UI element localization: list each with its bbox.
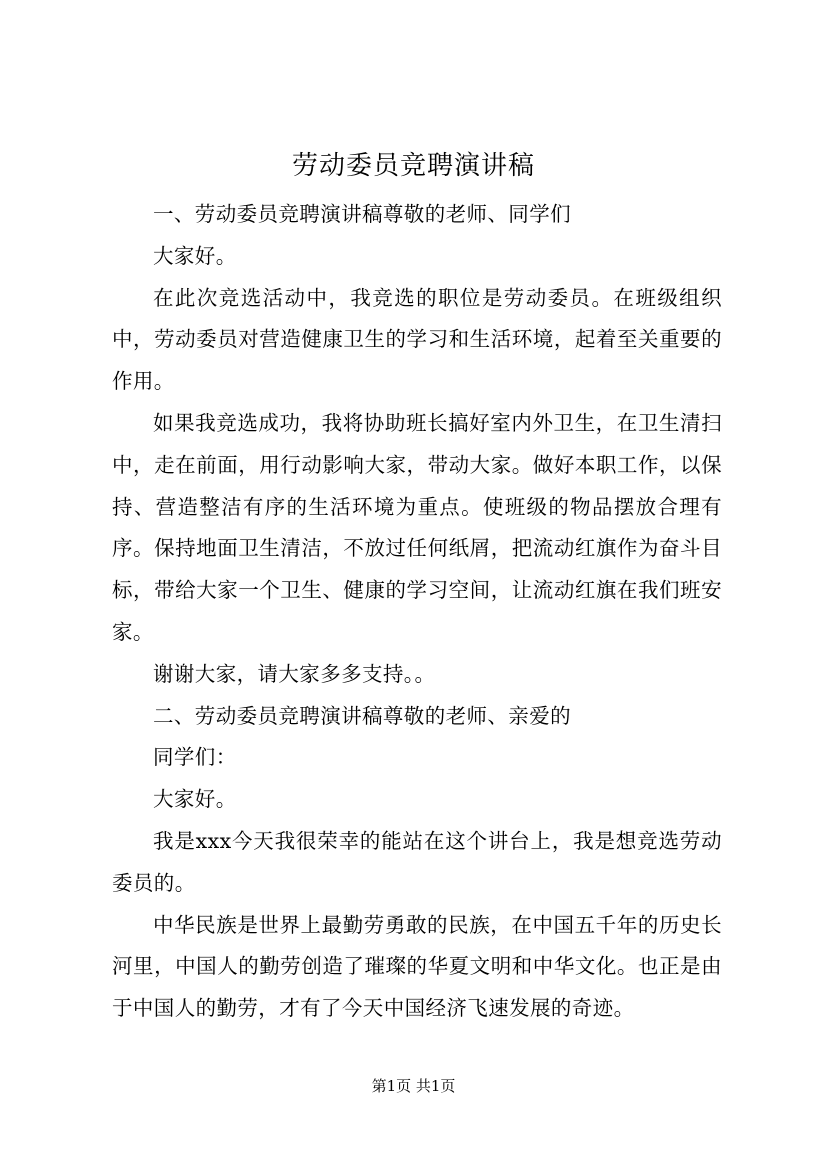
document-title: 劳动委员竞聘演讲稿 bbox=[291, 151, 535, 181]
document-body bbox=[112, 194, 722, 1030]
page-number-footer: 第1页 共1页 bbox=[371, 1077, 456, 1095]
paragraph-greeting: 大家好。 bbox=[153, 243, 237, 268]
paragraph-introduction: 我是xxx今天我很荣幸的能站在这个讲台上，我是想竞选劳动委员的。 bbox=[112, 828, 722, 895]
paragraph-plans: 如果我竞选成功，我将协助班长搞好室内外卫生，在卫生清扫中，走在前面，用行动影响大家，带动大家。做好本职工作，以保持、营造整洁有序的生活环境为重点。使班级的物品摆放合理有序。保持地面卫生清洁，不放过任何纸屑，把流动红旗作为奋斗目标，带给大家一个卫生、健康的学习空间，让流动红旗在我们班安家。 bbox=[112, 410, 722, 644]
paragraph-classmates: 同学们： bbox=[153, 745, 237, 770]
paragraph-greeting-two: 大家好。 bbox=[153, 787, 237, 812]
paragraph-thanks: 谢谢大家，请大家多多支持。。 bbox=[153, 661, 436, 686]
paragraph-campaign-role: 在此次竞选活动中，我竞选的职位是劳动委员。在班级组织中，劳动委员对营造健康卫生的学习和生活环境，起着至关重要的作用。 bbox=[112, 285, 722, 394]
paragraph-section-one-heading: 一、劳动委员竞聘演讲稿尊敬的老师、同学们 bbox=[153, 202, 571, 226]
paragraph-diligence: 中华民族是世界上最勤劳勇敢的民族，在中国五千年的历史长河里，中国人的勤劳创造了璀璨的华夏文明和中华文化。也正是由于中国人的勤劳，才有了今天中国经济飞速发展的奇迹。 bbox=[112, 912, 722, 1021]
paragraph-section-two-heading: 二、劳动委员竞聘演讲稿尊敬的老师、亲爱的 bbox=[153, 703, 571, 728]
